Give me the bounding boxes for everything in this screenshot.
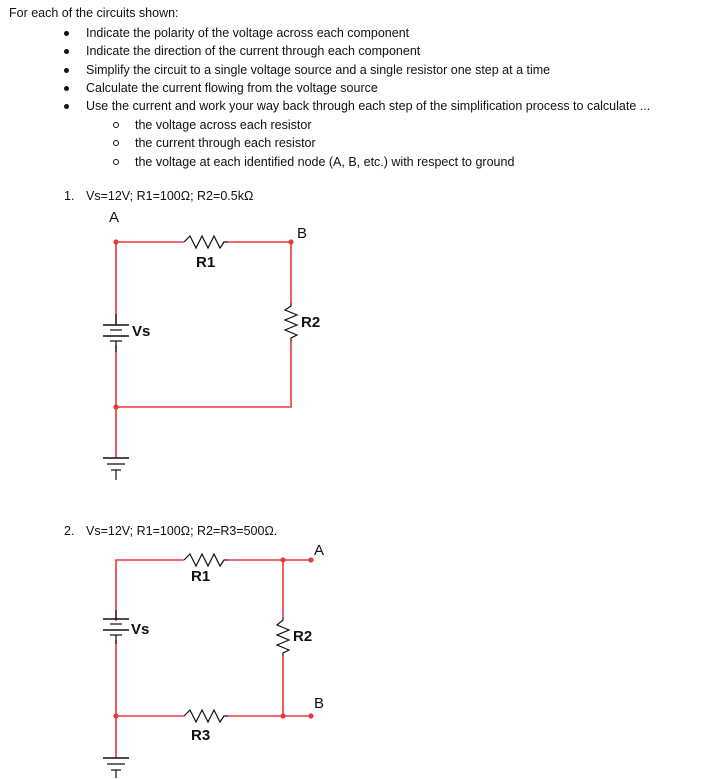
node-dot xyxy=(308,713,313,718)
node-dot xyxy=(113,713,118,718)
problem-values: Vs=12V; R1=100Ω; R2=0.5kΩ xyxy=(86,189,254,203)
r1-resistor-symbol xyxy=(184,554,228,566)
r2-label: R2 xyxy=(301,314,321,331)
circuit-1-wires xyxy=(116,242,291,458)
r3-resistor-symbol xyxy=(184,710,228,722)
node-a-label: A xyxy=(314,542,325,559)
instruction-item: Simplify the circuit to a single voltage source and a single resistor one step at a time xyxy=(62,61,650,79)
instruction-item: Calculate the current flowing from the voltage source xyxy=(62,79,650,97)
calculation-subitem: the voltage at each identified node (A, B, etc.) with respect to ground xyxy=(113,153,514,171)
node-dot xyxy=(308,557,313,562)
r1-label: R1 xyxy=(191,568,211,585)
circuit-2 xyxy=(103,554,314,778)
r2-resistor-symbol xyxy=(285,303,297,341)
node-b-label: B xyxy=(314,695,325,712)
node-dot xyxy=(113,404,118,409)
instruction-item: Indicate the polarity of the voltage across each component xyxy=(62,24,650,42)
node-dot xyxy=(280,713,285,718)
node-dot xyxy=(113,239,118,244)
vs-source-symbol xyxy=(103,314,129,352)
instruction-item: Indicate the direction of the current through each component xyxy=(62,42,650,60)
vs-label: Vs xyxy=(132,323,151,340)
problem-1-statement xyxy=(64,189,253,203)
calculation-subitem: the current through each resistor xyxy=(113,134,514,152)
problem-2-statement xyxy=(64,524,277,538)
problem-values: Vs=12V; R1=100Ω; R2=R3=500Ω. xyxy=(86,524,278,538)
ground-symbol xyxy=(103,758,129,778)
r2-resistor-symbol xyxy=(277,617,289,656)
node-dot xyxy=(288,239,293,244)
circuit-2-wires xyxy=(116,560,311,758)
node-a-label: A xyxy=(109,209,120,226)
r3-label: R3 xyxy=(191,727,211,744)
vs-label: Vs xyxy=(131,621,150,638)
node-dot xyxy=(280,557,285,562)
problem-number: 2. xyxy=(64,524,75,538)
ground-symbol xyxy=(103,458,129,480)
r2-label: R2 xyxy=(293,628,313,645)
circuit-1 xyxy=(103,236,297,480)
instruction-item: Use the current and work your way back through each step of the simplification process to calculate ... xyxy=(62,97,650,115)
instructions-heading: For each of the circuits shown: xyxy=(9,6,179,20)
problem-number: 1. xyxy=(64,189,75,203)
r1-label: R1 xyxy=(196,254,216,271)
r1-resistor-symbol xyxy=(184,236,228,248)
vs-source-symbol xyxy=(103,610,129,644)
calculation-subitem: the voltage across each resistor xyxy=(113,116,514,134)
node-b-label: B xyxy=(297,225,308,242)
